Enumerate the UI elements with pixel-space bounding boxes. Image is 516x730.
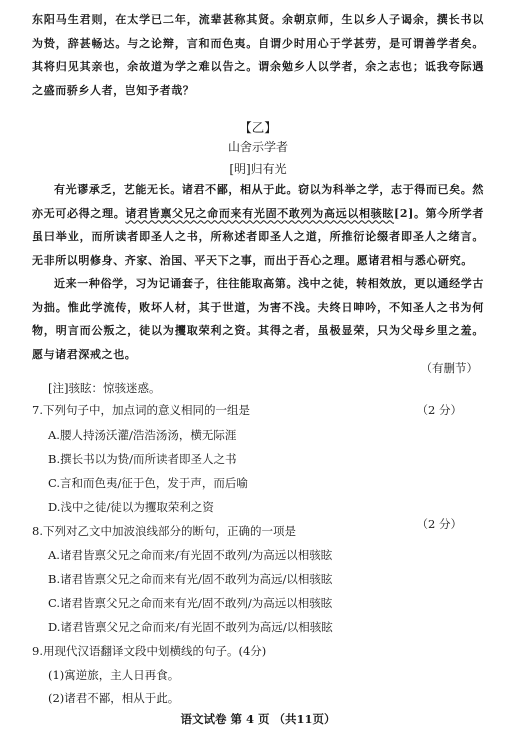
annotation: [注]骇眩：惊骇迷惑。 (48, 381, 161, 395)
question-9-item-1: (1)寓逆旅，主人日再食。 (48, 668, 180, 682)
wavy-underlined-sentence: 诸君皆禀父兄之命而来有光固不敢列为高远以相骇眩 (125, 206, 395, 220)
question-8-option-b: B.诸君皆禀父兄之命而来有光/固不敢列为高远/以相骇眩 (48, 572, 333, 586)
question-8-option-c: C.诸君皆禀父兄之命而来有光/固不敢列/为高远以相骇眩 (48, 596, 333, 610)
question-7-stem: 7.下列句子中，加点词的意义相同的一组是 (32, 403, 250, 417)
question-8-option-a: A.诸君皆禀父兄之命而来/有光固不敢列/为高远以相骇眩 (48, 548, 333, 562)
passage-b-author: [明]归有光 (229, 162, 287, 176)
question-7-option-a: A.腰人持汤沃灌/浩浩汤汤，横无际涯 (48, 428, 237, 442)
passage-a-end: 东阳马生君则，在太学已二年，流辈甚称其贤。余朝京师，生以乡人子谒余，撰长书以为贽，辞甚畅达。与之论辩，言和而色夷。自谓少时用心于学甚劳，是可谓善学者矣。其将归见其亲也，余故道为学之难以告之。谓余勉乡人以学者，余之志也；诋我夸际遇之盛而骄乡人者，岂知予者哉？ (32, 13, 484, 97)
question-7-score: （2 分） (416, 403, 462, 417)
abridged-note: （有删节） (420, 361, 478, 375)
passage-b-paragraph-2: 近来一种俗学，习为记诵套子，往往能取高第。浅中之徒，转相效放，更以通经学古为拙。惟此学流传，败坏人材，其于世道，为害不浅。夫终日呻吟，不知圣人之书为何物，明言而公叛之，徒以为攫取荣利之资。其得之者，虽极显荣，只为父母乡里之羞。愿与诸君深戒之也。 (32, 277, 484, 361)
page-footer: 语文试卷 第 4 页 （共11页） (180, 712, 336, 726)
question-8-score: （2 分） (416, 517, 462, 531)
passage-b-paragraph-1 (32, 178, 484, 272)
passage-b-label: 【乙】 (239, 120, 277, 135)
para1-text-a: 有光谬承乏，艺能无长。诸君不鄙，相从于此。窃以为科举之学，志于得而已矣。然亦无可必得之理。 (32, 183, 484, 220)
passage-b-title: 山舍示学者 (227, 140, 288, 154)
question-9-stem: 9.用现代汉语翻译文段中划横线的句子。(4分) (32, 644, 267, 658)
question-9-item-2: (2)诸君不鄙，相从于此。 (48, 691, 180, 705)
question-8-option-d: D.诸君皆禀父兄之命而来/有光固不敢列为高远/以相骇眩 (48, 620, 333, 634)
question-7-option-d: D.浅中之徒/徒以为攫取荣利之资 (48, 500, 214, 514)
question-7-option-b: B.撰长书以为贽/而所读者即圣人之书 (48, 452, 237, 466)
question-7-option-c: C.言和而色夷/征于色，发于声，而后喻 (48, 476, 248, 490)
para1-text-b: [2]。第今所学者虽曰举业，而所读者即圣人之书，所称述者即圣人之道，所推衍论缀者即圣人之绪言。无非所以明修身、齐家、治国、平天下之事，而出于吾心之理。愿诸君相与悉心研究。 (32, 206, 484, 267)
question-8-stem: 8.下列对乙文中加波浪线部分的断句，正确的一项是 (32, 524, 296, 538)
